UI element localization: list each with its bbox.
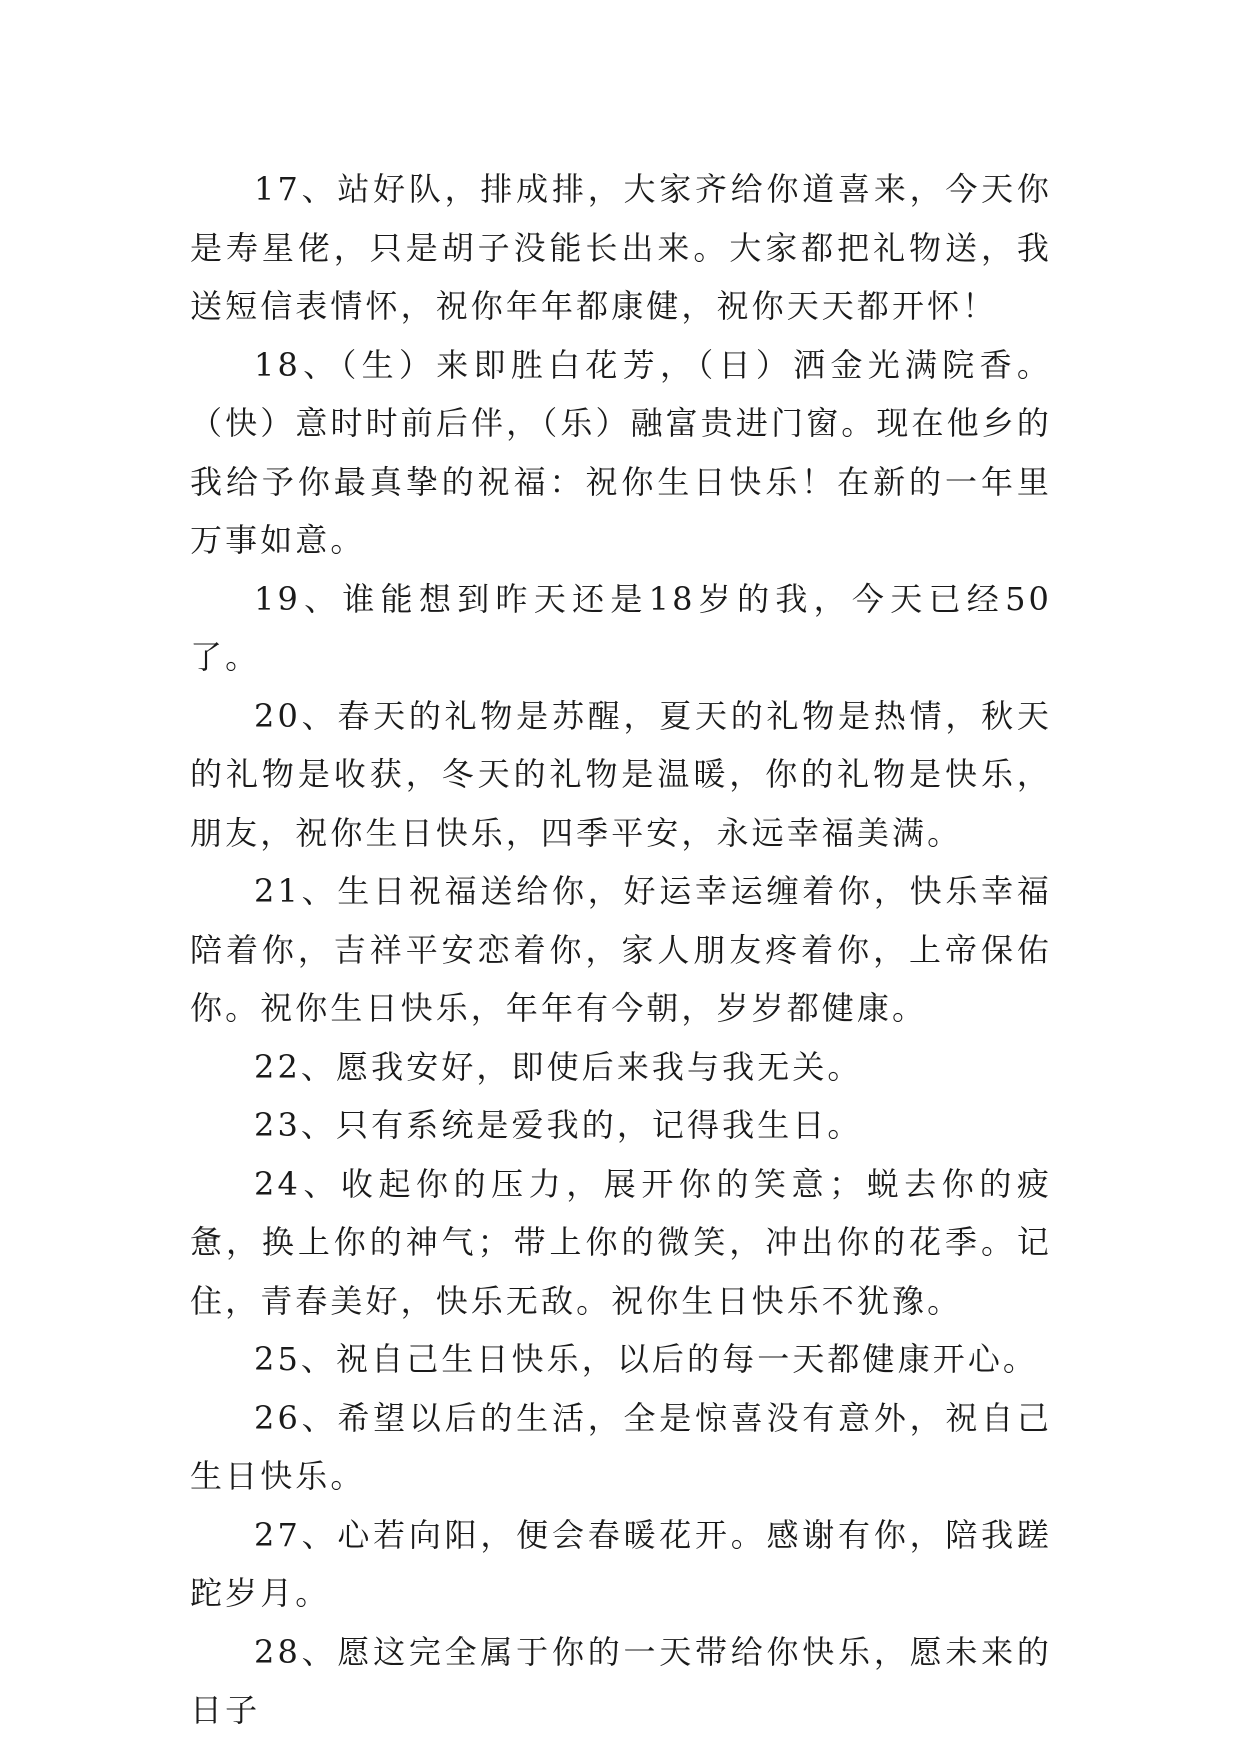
paragraph-21: 21、生日祝福送给你，好运幸运缠着你，快乐幸福陪着你，吉祥平安恋着你，家人朋友疼着你，上帝保佑你。祝你生日快乐，年年有今朝，岁岁都健康。 — [190, 872, 1052, 1027]
paragraph-25: 25、祝自己生日快乐，以后的每一天都健康开心。 — [254, 1340, 1039, 1378]
paragraph-27: 27、心若向阳，便会春暖花开。感谢有你，陪我蹉跎岁月。 — [190, 1515, 1052, 1612]
document-body — [190, 160, 1052, 1740]
paragraph-28: 28、愿这完全属于你的一天带给你快乐，愿未来的日子 — [190, 1632, 1052, 1729]
paragraph-17: 17、站好队，排成排，大家齐给你道喜来，今天你是寿星佬，只是胡子没能长出来。大家都把礼物送，我送短信表情怀，祝你年年都康健，祝你天天都开怀！ — [190, 170, 1052, 325]
paragraph-23: 23、只有系统是爱我的，记得我生日。 — [254, 1106, 863, 1144]
paragraph-18: 18、（生）来即胜白花芳，（日）洒金光满院香。（快）意时时前后伴，（乐）融富贵进门窗。现在他乡的我给予你最真挚的祝福：祝你生日快乐！在新的一年里万事如意。 — [190, 345, 1052, 559]
paragraph-24: 24、收起你的压力，展开你的笑意；蜕去你的疲惫，换上你的神气；带上你的微笑，冲出你的花季。记住，青春美好，快乐无敌。祝你生日快乐不犹豫。 — [190, 1164, 1052, 1320]
paragraph-22: 22、愿我安好，即使后来我与我无关。 — [254, 1047, 863, 1086]
paragraph-19: 19、谁能想到昨天还是18岁的我，今天已经50了。 — [190, 579, 1052, 676]
paragraph-26: 26、希望以后的生活，全是惊喜没有意外，祝自己生日快乐。 — [190, 1398, 1052, 1495]
paragraph-20: 20、春天的礼物是苏醒，夏天的礼物是热情，秋天的礼物是收获，冬天的礼物是温暖，你的礼物是快乐，朋友，祝你生日快乐，四季平安，永远幸福美满。 — [190, 696, 1052, 852]
